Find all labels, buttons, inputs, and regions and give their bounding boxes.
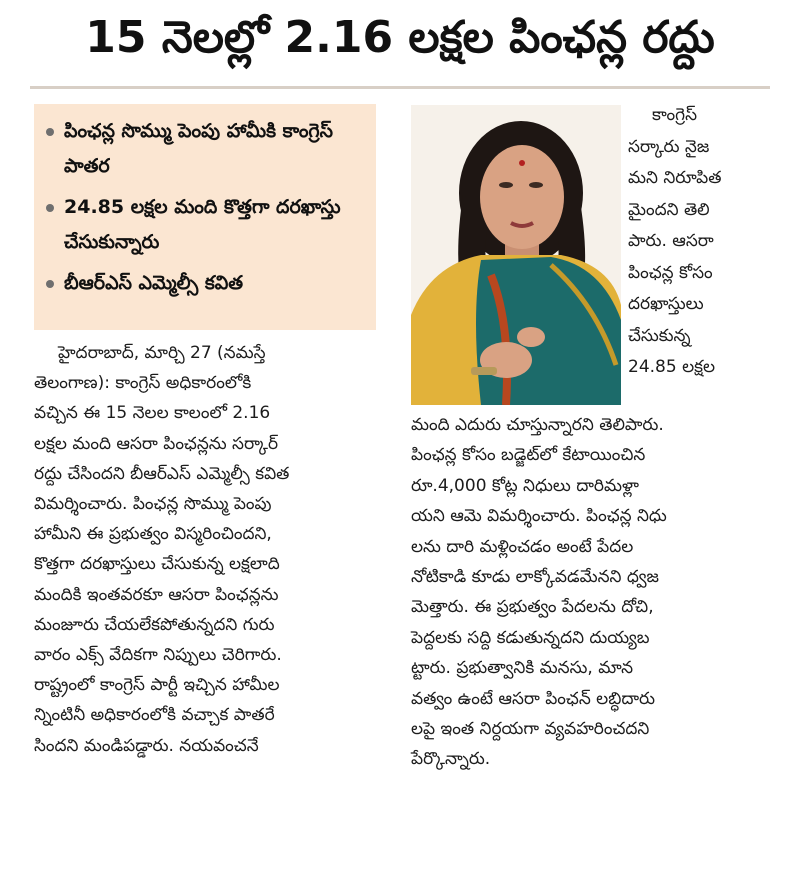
highlight-item xyxy=(46,266,368,301)
highlight-item xyxy=(46,190,368,260)
bullet-icon xyxy=(46,204,54,212)
portrait-illustration xyxy=(411,105,621,405)
bullet-icon xyxy=(46,280,54,288)
text-line: మంది ఎదురు చూస్తున్నారని తెలిపారు. xyxy=(411,415,664,435)
text-line: వచ్చిన ఈ 15 నెలల కాలంలో 2.16 xyxy=(34,403,271,424)
text-line: దరఖాస్తులు xyxy=(628,294,704,314)
text-line: వారం ఎక్స్ వేదికగా నిప్పులు చెరిగారు. xyxy=(34,645,282,666)
text-line: రూ.4,000 కోట్ల నిధులు దారిమళ్లా xyxy=(411,475,639,496)
text-line: 24.85 లక్షల xyxy=(628,357,716,377)
text-line: లక్షల మంది ఆసరా పింఛన్లను సర్కార్ xyxy=(34,433,279,454)
highlights-box xyxy=(34,104,376,330)
text-line: పారు. ఆసరా xyxy=(628,231,714,251)
text-line: లను దారి మళ్లించడం అంటే పేదల xyxy=(411,536,634,557)
article-column-right-top xyxy=(628,100,773,384)
highlight-text: 24.85 లక్షల మంది కొత్తగా దరఖాస్తు చేసుకున్నారు xyxy=(64,196,341,253)
text-line: యని ఆమె విమర్శించారు. పింఛన్ల నిధు xyxy=(411,506,667,527)
text-line: పెద్దలకు సద్ది కడుతున్నదని దుయ్యబ xyxy=(411,627,650,648)
text-line: కాంగ్రెస్ xyxy=(652,105,698,125)
text-line: హైదరాబాద్, మార్చి 27 (నమస్తే xyxy=(58,343,266,363)
article-column-left xyxy=(34,338,384,761)
article-column-right-bottom xyxy=(411,410,776,775)
text-line: సర్కారు నైజ xyxy=(628,136,710,157)
highlight-text: బీఆర్ఎస్ ఎమ్మెల్సీ కవిత xyxy=(64,272,244,294)
text-line: ట్టారు. ప్రభుత్వానికి మనసు, మాన xyxy=(411,658,634,679)
text-line: మెత్తారు. ఈ ప్రభుత్వం పేదలను దోచి, xyxy=(411,597,654,618)
text-line: వత్వం ఉంటే ఆసరా పింఛన్ లబ్ధిదారు xyxy=(411,688,655,709)
text-line: రాష్ట్రంలో కాంగ్రెస్ పార్టీ ఇచ్చిన హామీల xyxy=(34,675,280,696)
text-line: మంజూరు చేయలేకపోతున్నదని గురు xyxy=(34,614,275,635)
headline: 15 నెలల్లో 2.16 లక్షల పింఛన్ల రద్దు xyxy=(85,12,715,63)
text-line: చేసుకున్న xyxy=(628,325,691,346)
text-line: పింఛన్ల కోసం xyxy=(628,262,713,283)
portrait-photo xyxy=(411,105,621,405)
text-line: తెలంగాణ): కాంగ్రెస్ అధికారంలోకి xyxy=(34,373,252,394)
text-line: లపై ఇంత నిర్దయగా వ్యవహరించదని xyxy=(411,719,650,740)
text-line: హామీని ఈ ప్రభుత్వం విస్మరించిందని, xyxy=(34,524,272,545)
text-line: కొత్తగా దరఖాస్తులు చేసుకున్న లక్షలాది xyxy=(34,554,280,575)
text-line: సిందని మండిపడ్డారు. నయవంచనే xyxy=(34,735,259,756)
highlight-text: పింఛన్ల సొమ్ము పెంపు హామీకి కాంగ్రెస్ పాతర xyxy=(64,120,333,177)
text-line: విమర్శించారు. పింఛన్ల సొమ్ము పెంపు xyxy=(34,494,272,515)
text-line: న్నింటినీ అధికారంలోకి వచ్చాక పాతరే xyxy=(34,705,275,726)
bullet-icon xyxy=(46,128,54,136)
headline-rule xyxy=(30,86,770,89)
text-line: పేర్కొన్నారు. xyxy=(411,749,491,770)
text-line: మందికి ఇంతవరకూ ఆసరా పింఛన్లను xyxy=(34,584,279,605)
text-line: పింఛన్ల కోసం బడ్జెట్‌లో కేటాయించిన xyxy=(411,445,646,466)
text-line: మైందని తెలి xyxy=(628,199,710,220)
text-line: నోటికాడి కూడు లాక్కోవడమేనని ధ్వజ xyxy=(411,567,659,588)
highlight-item xyxy=(46,114,368,184)
text-line: రద్దు చేసిందని బీఆర్ఎస్ ఎమ్మెల్సీ కవిత xyxy=(34,463,290,484)
text-line: మని నిరూపిత xyxy=(628,168,722,188)
